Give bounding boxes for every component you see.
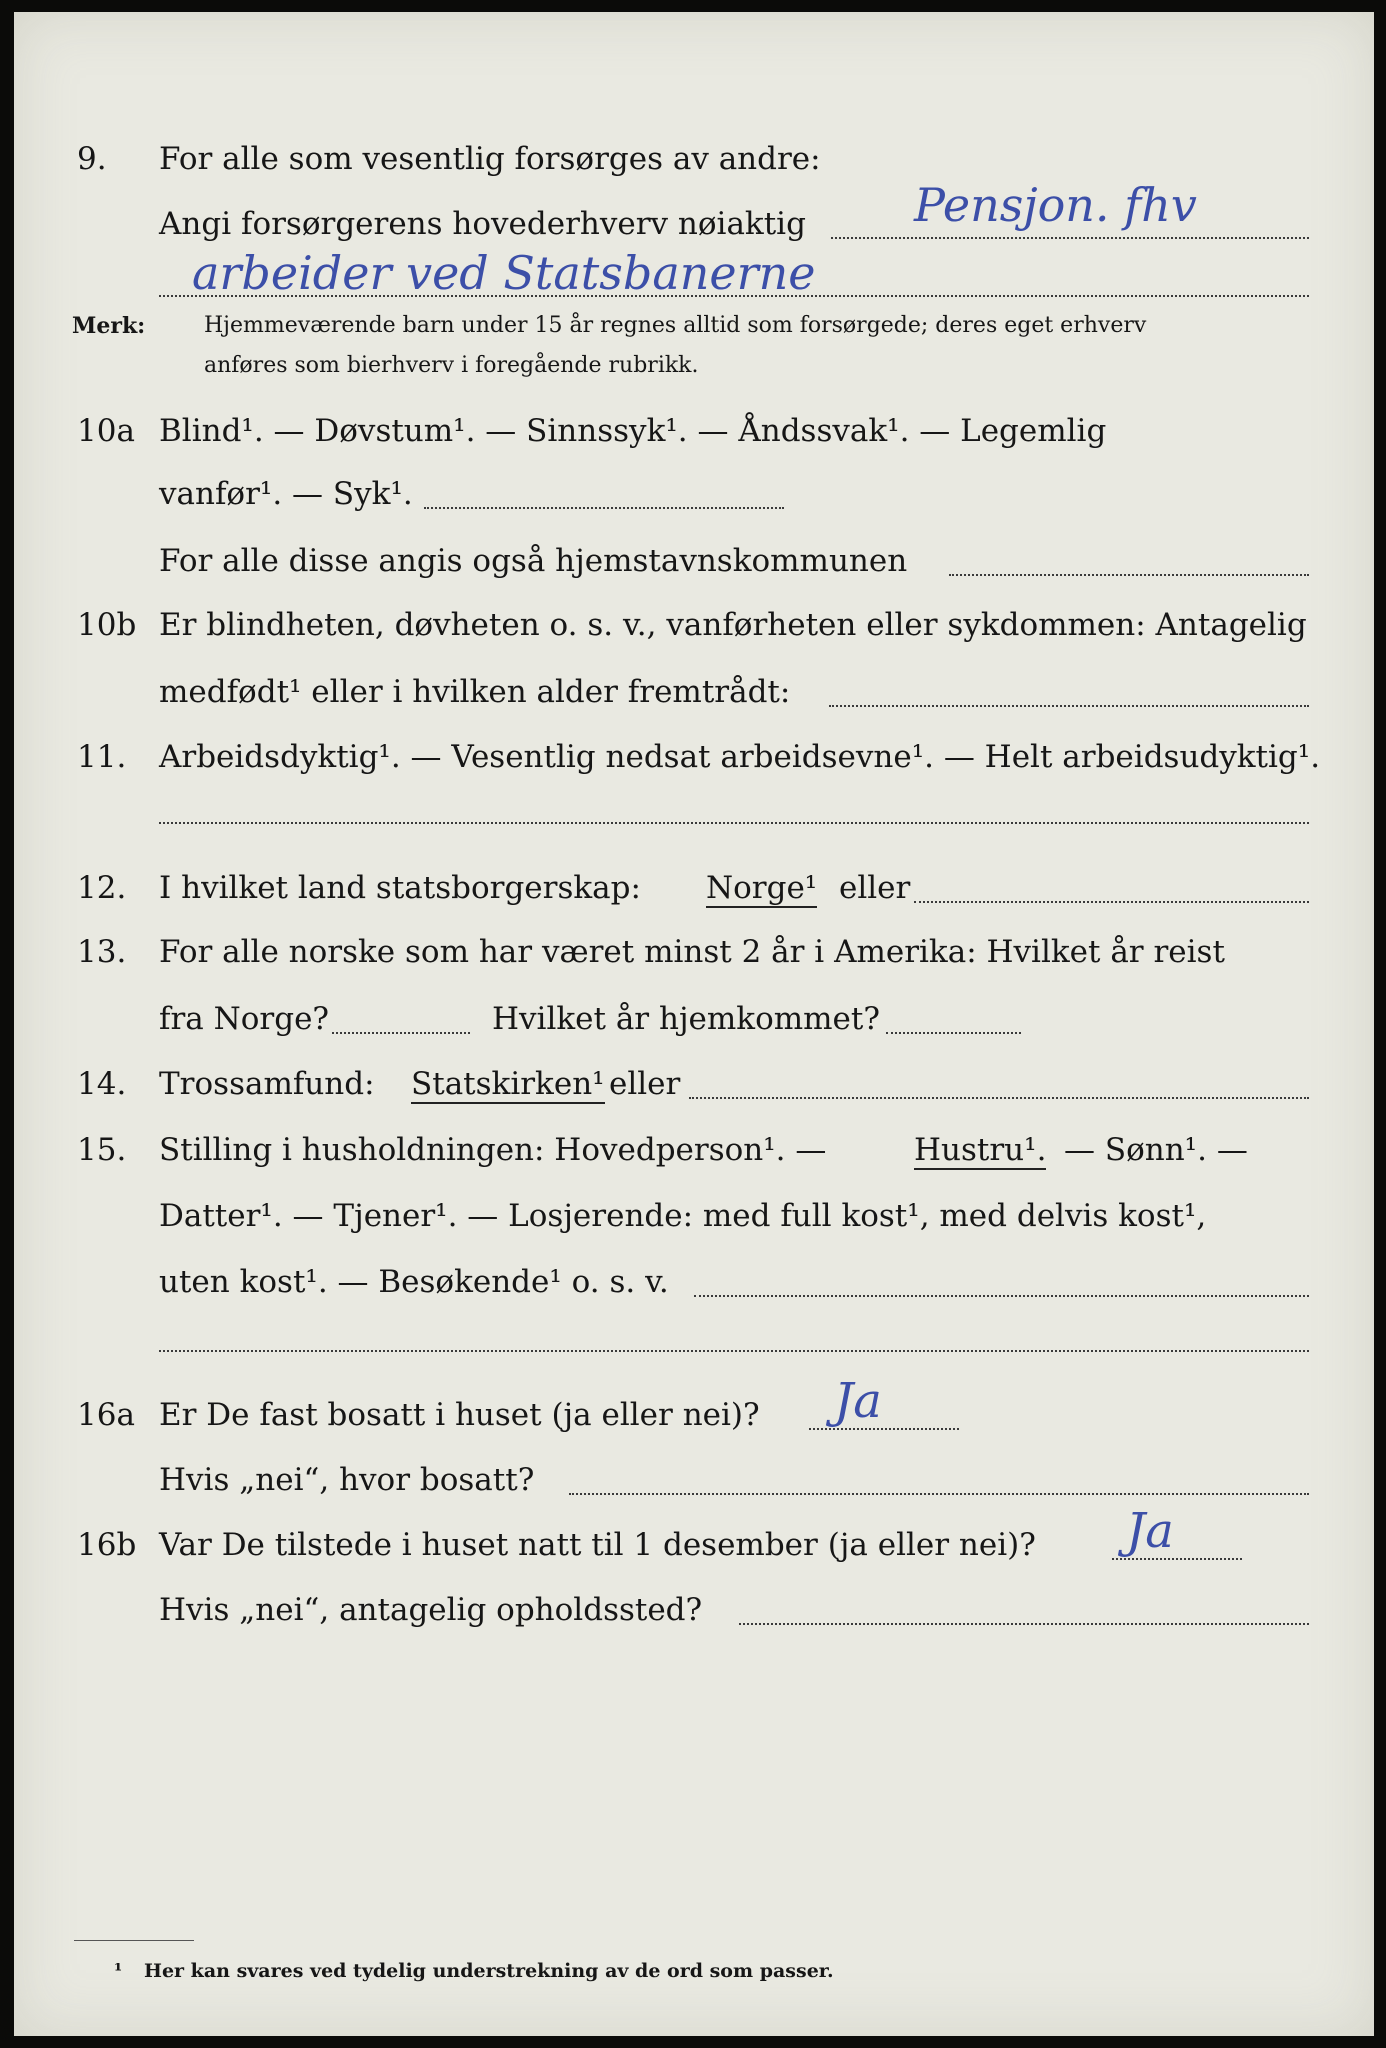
q9-answer-line[interactable] bbox=[831, 237, 1309, 239]
census-form-page bbox=[14, 12, 1374, 2036]
q16a-handwritten-answer: Ja bbox=[834, 1373, 882, 1429]
q11-options: Arbeidsdyktig¹. — Vesentlig nedsat arbeidsevne¹. — Helt arbeidsudyktig¹. bbox=[159, 739, 1321, 775]
q14-statskirken-underlined: Statskirken¹ bbox=[411, 1066, 605, 1102]
q15-hustru-underlined: Hustru¹. bbox=[914, 1132, 1047, 1168]
q10a-number: 10a bbox=[77, 413, 135, 449]
footnote-text: Her kan svares ved tydelig understrekning av de ord som passer. bbox=[144, 1960, 834, 1982]
q14-question: Trossamfund: bbox=[159, 1066, 375, 1102]
q16a-where-line[interactable] bbox=[569, 1493, 1309, 1495]
merk-text-2: anføres som bierhverv i foregående rubrikk. bbox=[204, 353, 699, 378]
q14-answer-line[interactable] bbox=[689, 1097, 1309, 1099]
footnote-mark: ¹ bbox=[114, 1960, 123, 1982]
q13-number: 13. bbox=[77, 934, 127, 970]
q10b-answer-line[interactable] bbox=[829, 705, 1309, 707]
q15-options-3: uten kost¹. — Besøkende¹ o. s. v. bbox=[159, 1264, 669, 1300]
q16a-number: 16a bbox=[77, 1397, 135, 1433]
q12-question: I hvilket land statsborgerskap: bbox=[159, 870, 641, 906]
q12-norge-underlined: Norge¹ bbox=[706, 870, 818, 906]
q12-answer-line[interactable] bbox=[914, 901, 1309, 903]
q13-year-left: fra Norge? bbox=[159, 1001, 330, 1037]
q16b-question: Var De tilstede i huset natt til 1 desember (ja eller nei)? bbox=[159, 1527, 1036, 1563]
q9-number: 9. bbox=[77, 141, 107, 177]
merk-label: Merk: bbox=[72, 313, 146, 339]
q10a-municipality-line[interactable] bbox=[949, 574, 1309, 576]
q9-question-occupation: Angi forsørgerens hovederhverv nøiaktig bbox=[159, 206, 806, 242]
q12-eller: eller bbox=[839, 870, 911, 906]
q15-answer-line[interactable] bbox=[694, 1295, 1309, 1297]
q9-question: For alle som vesentlig forsørges av andre: bbox=[159, 141, 821, 177]
q13-question: For alle norske som har været minst 2 år i Amerika: Hvilket år reist bbox=[159, 934, 1225, 970]
q16b-whereabouts-line[interactable] bbox=[739, 1623, 1309, 1625]
q11-number: 11. bbox=[77, 739, 127, 775]
q16b-number: 16b bbox=[77, 1527, 137, 1563]
q13-year-returned-line[interactable] bbox=[886, 1032, 1021, 1034]
q16b-whereabouts: Hvis „nei“, antagelig opholdssted? bbox=[159, 1592, 703, 1628]
q16a-where: Hvis „nei“, hvor bosatt? bbox=[159, 1462, 535, 1498]
q10b-question: Er blindheten, døvheten o. s. v., vanførheten eller sykdommen: Antagelig bbox=[159, 607, 1307, 643]
q10a-answer-line[interactable] bbox=[424, 507, 784, 509]
q13-year-returned: Hvilket år hjemkommet? bbox=[492, 1001, 880, 1037]
q15-answer-line-2[interactable] bbox=[159, 1350, 1309, 1352]
q9-handwritten-answer-2: arbeider ved Statsbanerne bbox=[192, 246, 816, 300]
q12-number: 12. bbox=[77, 870, 127, 906]
merk-text-1: Hjemmeværende barn under 15 år regnes alltid som forsørgede; deres eget erhverv bbox=[204, 313, 1147, 338]
q9-handwritten-answer-1: Pensjon. fhv bbox=[914, 178, 1197, 232]
q10a-home-municipality: For alle disse angis også hjemstavnskommunen bbox=[159, 543, 908, 579]
q10b-number: 10b bbox=[77, 607, 137, 643]
q10a-options-2: vanfør¹. — Syk¹. bbox=[159, 476, 413, 512]
q14-number: 14. bbox=[77, 1066, 127, 1102]
q15-sonn: — Sønn¹. — bbox=[1064, 1132, 1248, 1168]
q15-options-2: Datter¹. — Tjener¹. — Losjerende: med full kost¹, med delvis kost¹, bbox=[159, 1198, 1207, 1234]
q15-number: 15. bbox=[77, 1132, 127, 1168]
q11-answer-line[interactable] bbox=[159, 822, 1309, 824]
footnote-rule bbox=[74, 1940, 194, 1941]
q10a-options: Blind¹. — Døvstum¹. — Sinnssyk¹. — Åndssvak¹. — Legemlig bbox=[159, 413, 1107, 449]
q15-question: Stilling i husholdningen: Hovedperson¹. — bbox=[159, 1132, 827, 1168]
q10b-question-2: medfødt¹ eller i hvilken alder fremtrådt: bbox=[159, 674, 791, 710]
q16a-question: Er De fast bosatt i huset (ja eller nei)? bbox=[159, 1397, 760, 1433]
q16b-handwritten-answer: Ja bbox=[1126, 1503, 1174, 1559]
q16a-answer-line[interactable] bbox=[809, 1428, 959, 1430]
q14-eller: eller bbox=[609, 1066, 681, 1102]
q13-year-left-line[interactable] bbox=[332, 1032, 470, 1034]
